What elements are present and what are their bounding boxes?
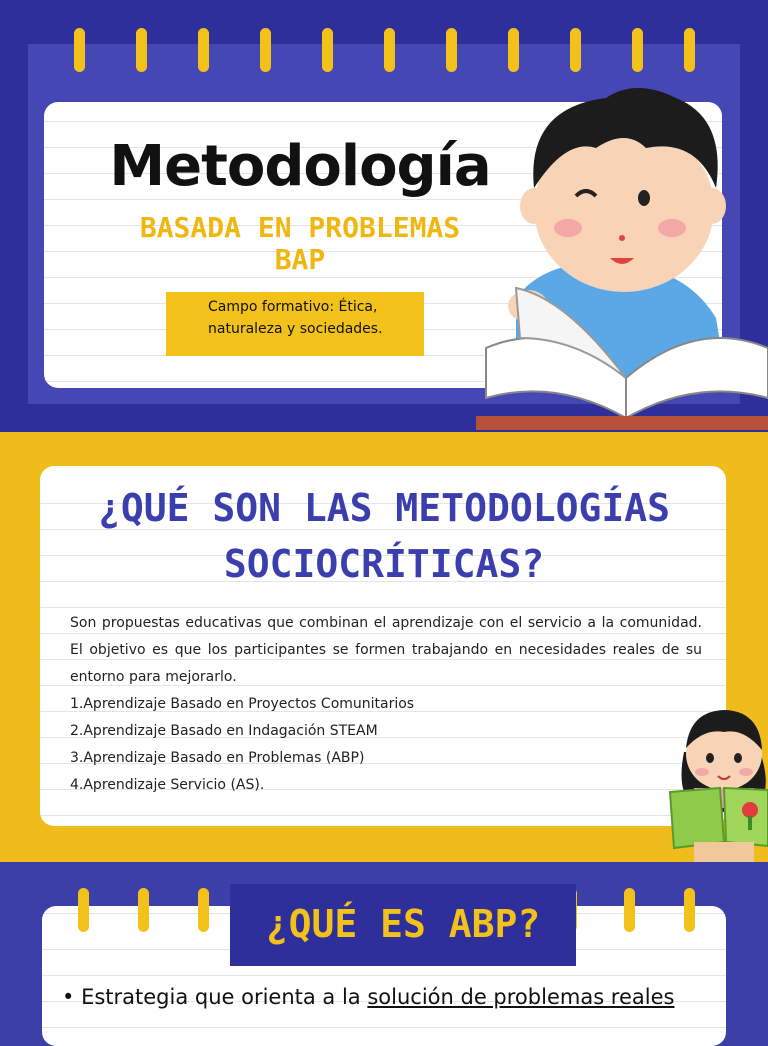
abp-bullet: • Estrategia que orienta a la solución de problemas reales bbox=[62, 985, 675, 1009]
girl-reading-illustration bbox=[664, 692, 768, 862]
page-title: Metodología bbox=[109, 134, 491, 199]
binder-ring bbox=[198, 888, 209, 932]
subtitle-line-1: BASADA EN PROBLEMAS bbox=[139, 211, 461, 244]
binder-ring bbox=[684, 28, 695, 72]
subtitle-line-2: BAP bbox=[274, 243, 326, 276]
binder-ring bbox=[322, 28, 333, 72]
binder-ring bbox=[632, 28, 643, 72]
section-title-sociocriticas: ¿QUÉ SON LAS METODOLOGÍAS SOCIOCRÍTICAS? bbox=[98, 486, 670, 586]
binder-ring bbox=[138, 888, 149, 932]
tag-text: Campo formativo: Ética, naturaleza y sociedades. bbox=[208, 299, 383, 337]
boy-reading-illustration bbox=[476, 78, 768, 430]
campo-formativo-tag bbox=[166, 292, 424, 356]
abp-bullet-underlined: solución de problemas reales bbox=[367, 985, 675, 1009]
sociocriticas-paragraph: Son propuestas educativas que combinan el aprendizaje con el servicio a la comunidad. El objetivo es que los participantes se formen trabajando en necesidades reales de su entorno para mejorarlo. bbox=[70, 615, 702, 685]
binder-ring bbox=[446, 28, 457, 72]
list-item: 2.Aprendizaje Basado en Indagación STEAM bbox=[70, 723, 378, 739]
section-title-abp: ¿QUÉ ES ABP? bbox=[265, 902, 541, 946]
sociocriticas-body bbox=[70, 610, 702, 799]
binder-ring bbox=[136, 28, 147, 72]
binder-ring bbox=[260, 28, 271, 72]
list-item: 4.Aprendizaje Servicio (AS). bbox=[70, 777, 265, 793]
binder-ring bbox=[624, 888, 635, 932]
binder-ring bbox=[74, 28, 85, 72]
list-item: 3.Aprendizaje Basado en Problemas (ABP) bbox=[70, 750, 365, 766]
list-item: 1.Aprendizaje Basado en Proyectos Comunitarios bbox=[70, 696, 415, 712]
binder-ring bbox=[78, 888, 89, 932]
page-subtitle bbox=[100, 212, 500, 276]
binder-ring bbox=[570, 28, 581, 72]
binder-ring bbox=[384, 28, 395, 72]
abp-bullet-text: Estrategia que orienta a la bbox=[81, 985, 368, 1009]
binder-ring bbox=[198, 28, 209, 72]
binder-ring bbox=[508, 28, 519, 72]
binder-ring bbox=[684, 888, 695, 932]
